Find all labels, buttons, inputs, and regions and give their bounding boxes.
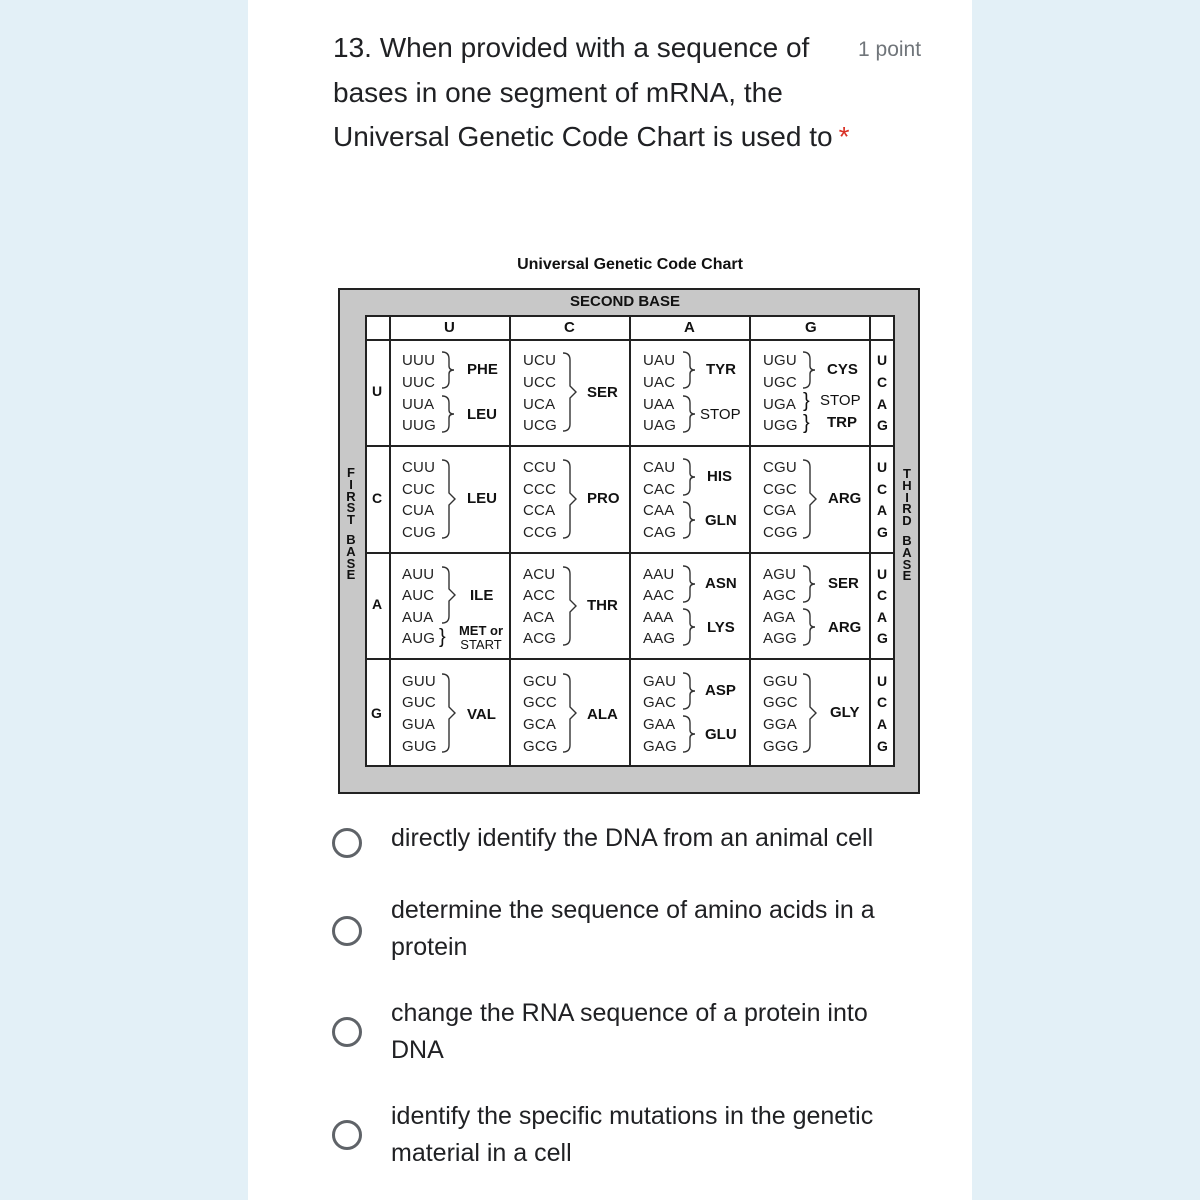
codon: CAC [643, 481, 676, 498]
option-label: directly identify the DNA from an animal cell [391, 824, 874, 852]
codon: CGG [763, 524, 798, 541]
side-label-letter: F [347, 465, 355, 480]
amino-acid: PRO [587, 490, 620, 507]
codon: UAC [643, 374, 676, 391]
first-base-c: C [372, 490, 383, 506]
third-base-label [899, 468, 915, 582]
third-base: A [877, 396, 888, 412]
codon: CCU [523, 459, 557, 476]
codon: GUA [402, 716, 436, 733]
met-start-label [453, 624, 509, 652]
option-label: change the RNA sequence of a protein into DNA [391, 999, 868, 1064]
codon: UGG [763, 417, 798, 434]
codon: UUA [402, 396, 435, 413]
codon: GCG [523, 738, 558, 755]
side-label-letter: D [902, 513, 912, 529]
side-label-letter: A [902, 544, 912, 560]
codon: AGC [763, 587, 797, 604]
codon: GAC [643, 694, 677, 711]
amino-acid: LEU [467, 406, 497, 423]
brace-icon [800, 350, 820, 390]
option-label: identify the specific mutations in the genetic material in a cell [391, 1102, 874, 1167]
side-label-letter: T [903, 466, 911, 481]
amino-acid: GLU [705, 726, 737, 743]
codon: CGA [763, 502, 797, 519]
amino-acid: HIS [707, 468, 733, 485]
codon: GUG [402, 738, 437, 755]
radio-button[interactable] [332, 1017, 362, 1047]
grid-line [365, 445, 895, 447]
brace-icon [800, 607, 820, 647]
brace-icon [680, 350, 700, 390]
codon: UCG [523, 417, 557, 434]
codon: UAA [643, 396, 675, 413]
third-base: G [877, 630, 888, 646]
start-text: START [460, 637, 502, 652]
codon: GAU [643, 673, 677, 690]
third-base: C [877, 694, 888, 710]
codon: GGC [763, 694, 798, 711]
amino-acid: SER [828, 575, 859, 592]
brace-icon: } [803, 412, 810, 434]
codon: AUC [402, 587, 435, 604]
option-label: determine the sequence of amino acids in a protein [391, 896, 875, 961]
brace-icon [439, 350, 459, 390]
brace-icon [680, 714, 700, 754]
amino-acid: THR [587, 597, 618, 614]
third-base: A [877, 716, 888, 732]
codon: UCC [523, 374, 557, 391]
side-label-letter: S [902, 556, 912, 572]
side-label-letter: S [346, 500, 356, 516]
side-label-letter: S [346, 555, 356, 571]
grid-line [629, 315, 631, 767]
amino-acid: LEU [467, 490, 497, 507]
first-base-g: G [371, 705, 382, 721]
amino-acid: ASN [705, 575, 737, 592]
grid-line [365, 339, 895, 341]
codon: AUA [402, 609, 434, 626]
side-label-letter: E [346, 567, 356, 583]
column-header-g: G [805, 319, 817, 336]
third-base: G [877, 738, 888, 754]
codon: UGU [763, 352, 797, 369]
brace-icon [560, 564, 584, 648]
first-base-a: A [372, 596, 383, 612]
codon: UCU [523, 352, 557, 369]
third-base: G [877, 524, 888, 540]
brace-icon [439, 457, 463, 541]
side-label-letter: B [346, 531, 356, 547]
brace-icon [800, 564, 820, 604]
third-base: U [877, 566, 888, 582]
codon: UUU [402, 352, 436, 369]
codon: AGU [763, 566, 797, 583]
side-label-letter: T [347, 512, 355, 528]
grid-line [869, 315, 871, 767]
brace-icon [680, 394, 700, 434]
codon: GCC [523, 694, 557, 711]
brace-icon: } [439, 626, 446, 648]
third-base: C [877, 374, 888, 390]
column-header-u: U [444, 319, 455, 336]
codon: CUC [402, 481, 436, 498]
side-label-letter: I [349, 476, 353, 492]
required-asterisk: * [838, 121, 850, 152]
radio-button[interactable] [332, 828, 362, 858]
codon: CGC [763, 481, 797, 498]
first-base-u: U [372, 383, 383, 399]
brace-icon [680, 457, 700, 497]
brace-icon [680, 607, 700, 647]
amino-acid: ILE [470, 587, 494, 604]
codon: UAG [643, 417, 677, 434]
codon: CGU [763, 459, 797, 476]
third-base: G [877, 417, 888, 433]
option-change-rna-into-dna[interactable] [332, 995, 932, 1069]
brace-icon [800, 671, 824, 755]
grid-line [749, 315, 751, 767]
codon: AUG [402, 630, 436, 647]
side-label-letter: I [905, 489, 909, 505]
grid-line [365, 552, 895, 554]
codon: UGC [763, 374, 797, 391]
codon: GGG [763, 738, 799, 755]
column-header-a: A [684, 319, 695, 336]
codon: ACG [523, 630, 557, 647]
amino-acid: GLY [830, 704, 860, 721]
codon: ACC [523, 587, 556, 604]
amino-acid: PHE [467, 361, 498, 378]
grid-line [389, 315, 391, 767]
codon: AGG [763, 630, 797, 647]
brace-icon [680, 564, 700, 604]
third-base: U [877, 459, 888, 475]
amino-acid: VAL [467, 706, 496, 723]
column-header-c: C [564, 319, 575, 336]
codon: CUG [402, 524, 436, 541]
amino-acid: LYS [707, 619, 735, 636]
third-base: A [877, 502, 888, 518]
amino-acid: GLN [705, 512, 737, 529]
codon: CUA [402, 502, 435, 519]
amino-acid: ARG [828, 619, 862, 636]
question-text: 13. When provided with a sequence of bases in one segment of mRNA, the Universal Genetic Code Chart is used to [333, 32, 833, 152]
brace-icon [560, 671, 584, 755]
codon: AGA [763, 609, 796, 626]
third-base: U [877, 673, 888, 689]
codon: CCG [523, 524, 557, 541]
first-base-label [343, 467, 359, 581]
option-directly-identify-dna[interactable] [332, 820, 932, 858]
side-label-letter: R [902, 501, 912, 517]
codon: GUC [402, 694, 436, 711]
brace-icon [680, 671, 700, 711]
grid-line [365, 658, 895, 660]
codon: CCA [523, 502, 556, 519]
side-label-letter: B [902, 532, 912, 548]
codon: GCU [523, 673, 557, 690]
third-base: C [877, 587, 888, 603]
codon: ACA [523, 609, 555, 626]
codon: AAA [643, 609, 674, 626]
grid-line [509, 315, 511, 767]
codon: CAG [643, 524, 677, 541]
brace-icon [560, 350, 584, 434]
side-label-letter: E [902, 568, 912, 584]
codon: GGA [763, 716, 797, 733]
brace-icon [800, 457, 824, 541]
side-label-letter: R [346, 488, 356, 504]
stop-label: STOP [700, 406, 741, 423]
codon: CCC [523, 481, 557, 498]
brace-icon: } [803, 390, 810, 412]
codon: CAA [643, 502, 675, 519]
codon: GUU [402, 673, 436, 690]
amino-acid: ASP [705, 682, 736, 699]
brace-icon [680, 500, 700, 540]
chart-title: Universal Genetic Code Chart [517, 256, 743, 273]
amino-acid: CYS [827, 361, 858, 378]
second-base-label: SECOND BASE [570, 293, 681, 310]
codon: CUU [402, 459, 436, 476]
codon: UCA [523, 396, 556, 413]
third-base: A [877, 609, 888, 625]
amino-acid: ARG [828, 490, 862, 507]
codon: GAG [643, 738, 677, 755]
codon: ACU [523, 566, 556, 583]
side-label-letter: H [902, 477, 912, 493]
amino-acid: TRP [827, 414, 857, 431]
codon: UGA [763, 396, 797, 413]
codon: UUC [402, 374, 436, 391]
codon: GAA [643, 716, 676, 733]
amino-acid: ALA [587, 706, 618, 723]
brace-icon [439, 671, 463, 755]
points-label: 1 point [858, 38, 922, 61]
amino-acid: SER [587, 384, 618, 401]
side-label-letter: A [346, 543, 356, 559]
codon: UAU [643, 352, 676, 369]
codon: AUU [402, 566, 435, 583]
brace-icon [439, 394, 459, 434]
option-determine-amino-acids[interactable] [332, 892, 932, 966]
codon: GGU [763, 673, 798, 690]
third-base: U [877, 352, 888, 368]
third-base: C [877, 481, 888, 497]
amino-acid: TYR [706, 361, 736, 378]
codon: UUG [402, 417, 436, 434]
codon: CAU [643, 459, 676, 476]
radio-button[interactable] [332, 916, 362, 946]
met-or-text: MET or [458, 623, 504, 638]
brace-icon [439, 564, 463, 626]
option-identify-mutations[interactable] [332, 1098, 932, 1172]
codon: AAU [643, 566, 675, 583]
codon: AAC [643, 587, 675, 604]
question-title [333, 26, 853, 160]
radio-button[interactable] [332, 1120, 362, 1150]
codon: GCA [523, 716, 557, 733]
brace-icon [560, 457, 584, 541]
stop-label: STOP [820, 392, 861, 409]
codon: AAG [643, 630, 676, 647]
